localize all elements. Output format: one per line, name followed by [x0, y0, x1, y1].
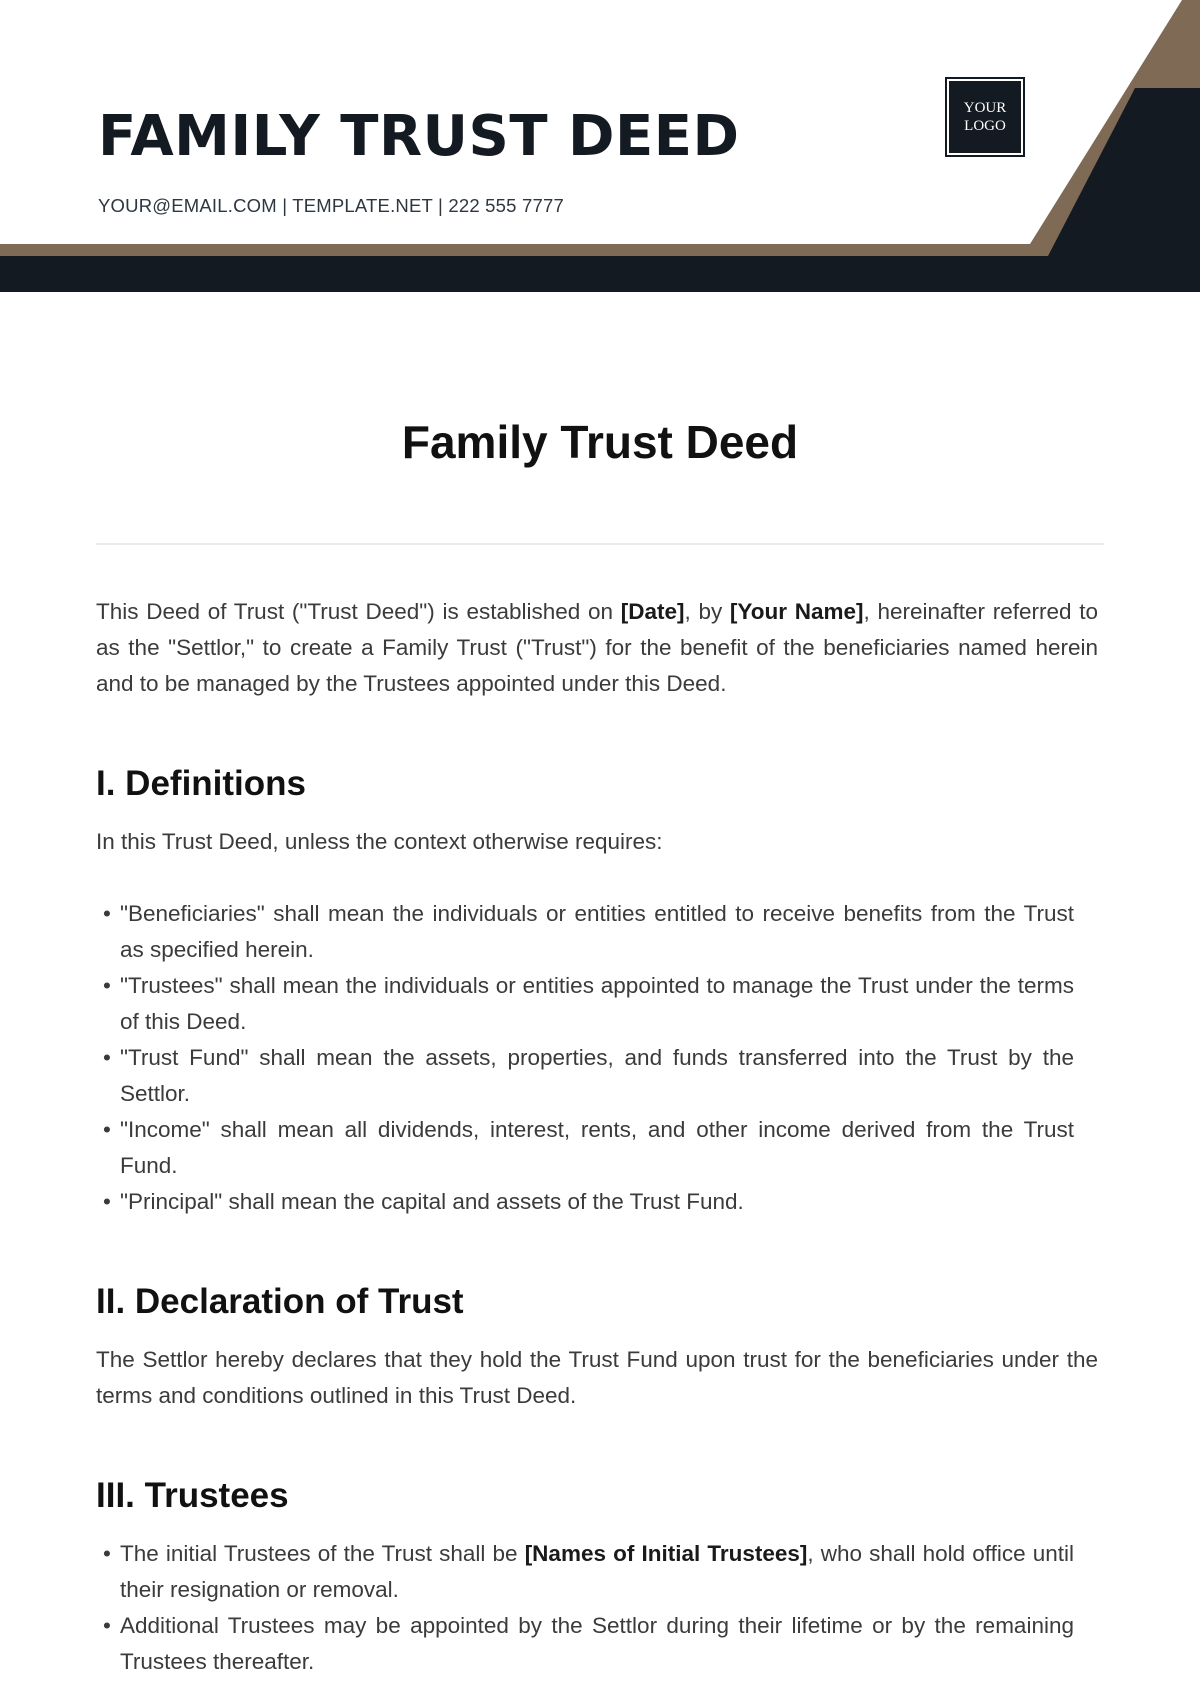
trustees-item-text-1: The initial Trustees of the Trust shall be	[120, 1541, 525, 1566]
initial-trustees-placeholder: [Names of Initial Trustees]	[524, 1541, 808, 1566]
section-heading-declaration: II. Declaration of Trust	[96, 1282, 464, 1321]
list-item: • "Trust Fund" shall mean the assets, properties, and funds transferred into the Trust by the Settlor.	[96, 1040, 1074, 1112]
definitions-list	[96, 896, 1074, 1220]
intro-text-2: , by	[684, 599, 730, 624]
list-item: • "Trustees" shall mean the individuals or entities appointed to manage the Trust under the terms of this Deed.	[96, 968, 1074, 1040]
list-item: • Additional Trustees may be appointed by the Settlor during their lifetime or by the remaining Trustees thereafter.	[96, 1608, 1074, 1680]
definitions-intro: In this Trust Deed, unless the context otherwise requires:	[96, 829, 663, 854]
list-item: • "Income" shall mean all dividends, interest, rents, and other income derived from the Trust Fund.	[96, 1112, 1074, 1184]
declaration-paragraph: The Settlor hereby declares that they hold the Trust Fund upon trust for the beneficiaries under the terms and conditions outlined in this Trust Deed.	[96, 1347, 1098, 1408]
intro-paragraph	[96, 594, 1098, 702]
section-heading-trustees: III. Trustees	[96, 1476, 289, 1515]
name-placeholder: [Your Name]	[729, 599, 864, 624]
list-item: • "Beneficiaries" shall mean the individuals or entities entitled to receive benefits from the Trust as specified herein.	[96, 896, 1074, 968]
intro-text-1: This Deed of Trust ("Trust Deed") is established on	[96, 599, 621, 624]
logo-text-line2: LOGO	[964, 118, 1006, 134]
section-heading-definitions: I. Definitions	[96, 764, 306, 803]
document-title: Family Trust Deed	[401, 416, 799, 468]
list-item: • "Principal" shall mean the capital and assets of the Trust Fund.	[96, 1184, 1074, 1220]
trustees-item-text-2: , who shall hold office until their resignation or removal.	[120, 1541, 1074, 1602]
header-title: FAMILY TRUST DEED	[98, 104, 740, 169]
header-banner	[0, 0, 1200, 292]
document-body	[96, 594, 1098, 1680]
header-contact: YOUR@EMAIL.COM | TEMPLATE.NET | 222 555 7777	[98, 195, 564, 216]
trustees-list	[96, 1536, 1074, 1680]
intro-text-3: , hereinafter referred to as the "Settlor," to create a Family Trust ("Trust") for the benefit of the beneficiaries named herein and to be managed by the Trustees appointed under this Deed.	[96, 599, 1098, 696]
logo-text-line1: YOUR	[963, 100, 1007, 116]
date-placeholder: [Date]	[620, 599, 685, 624]
title-divider	[96, 543, 1104, 545]
list-item	[96, 1536, 1074, 1608]
company-logo	[945, 77, 1025, 157]
